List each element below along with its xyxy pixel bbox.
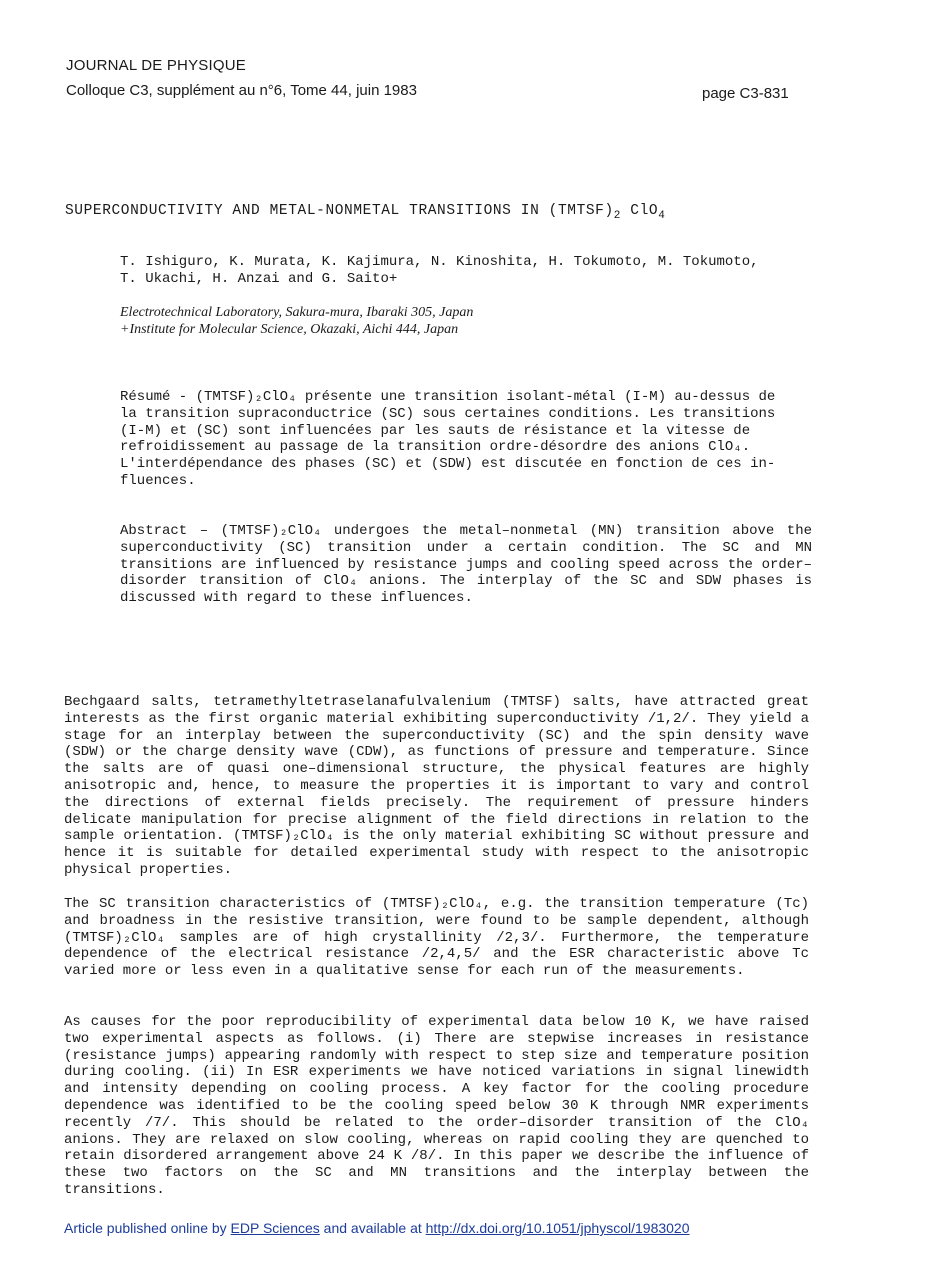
author-line: T. Ukachi, H. Anzai and G. Saito+ (120, 271, 398, 287)
colloque-info: Colloque C3, supplément au n°6, Tome 44, juin 1983 (66, 82, 417, 99)
resume-french (120, 389, 814, 490)
resume-line: fluences. (120, 472, 196, 489)
affiliation-line: +Institute for Molecular Science, Okazaki, Aichi 444, Japan (120, 322, 459, 337)
resume-line: la transition supraconductrice (SC) sous certaines conditions. Les transitions (120, 405, 776, 422)
edp-sciences-link[interactable]: EDP Sciences (230, 1220, 320, 1236)
resume-line: L'interdépendance des phases (SC) et (SDW) est discutée en fonction de ces in- (120, 456, 776, 473)
publisher-footer: Article published online by EDP Sciences and available at http://dx.doi.org/10.1051/jphyscol/1983020 (64, 1220, 690, 1236)
paper-title: SUPERCONDUCTIVITY AND METAL-NONMETAL TRANSITIONS IN $(TMTSF)_2$ ClO$_4$ (65, 203, 666, 222)
resume-line: refroidissement au passage de la transition ordre-désordre des anions ClO₄. (120, 439, 751, 456)
body-paragraph-3: As causes for the poor reproducibility of experimental data below 10 K, we have raised two experimental aspects as follows. (i) There are stepwise increases in resistance (resistance jumps) appearing randomly with respect to step size and temperature position during cooling. (ii) In ESR experiments we have noticed variations in signal linewidth and intensity depending on cooling process. A key factor for the cooling procedure dependence was identified to be the cooling speed below 30 K through NMR experiments recently /7/. This should be related to the order–disorder transition of the ClO₄ anions. They are relaxed on slow cooling, whereas on rapid cooling they are quenched to retain disordered arrangement above 24 K /8/. In this paper we describe the influence of these two factors on the SC and MN transitions and the interplay between the transitions. (64, 1014, 809, 1198)
body-paragraph-2: The SC transition characteristics of (TMTSF)₂ClO₄, e.g. the transition temperature (Tc) and broadness in the resistive transition, were found to be sample dependent, although (TMTSF)₂ClO₄ samples are of high crystallinity /2,3/. Furthermore, the temperature dependence of the electrical resistance /2,4,5/ and the ESR characteristic above Tc varied more or less even in a qualitative sense for each run of the measurements. (64, 896, 809, 980)
journal-name: JOURNAL DE PHYSIQUE (66, 57, 246, 74)
resume-line: (I-M) et (SC) sont influencées par les sauts de résistance et la vitesse de (120, 422, 751, 439)
author-list (120, 254, 840, 288)
resume-line: Résumé - (TMTSF)₂ClO₄ présente une transition isolant-métal (I-M) au-dessus de (120, 389, 776, 405)
abstract-english: Abstract – (TMTSF)₂ClO₄ undergoes the metal–nonmetal (MN) transition above the superconductivity (SC) transition under a certain condition. The SC and MN transitions are influenced by resistance jumps and cooling speed across the order–disorder transition of ClO₄ anions. The interplay of the SC and SDW phases is discussed with regard to these influences. (120, 523, 812, 607)
body-paragraph-1: Bechgaard salts, tetramethyltetraselanafulvalenium (TMTSF) salts, have attracted great interests as the first organic material exhibiting superconductivity /1,2/. They yield a stage for an interplay between the superconductivity (SC) and the spin density wave (SDW) or the charge density wave (CDW), as functions of pressure and temperature. Since the salts are of quasi one–dimensional structure, the physical features are highly anisotropic and, hence, to measure the properties it is important to vary and control the directions of external fields precisely. The requirement of pressure hinders delicate manipulation for precise alignment of the field directions in relation to the sample orientation. (TMTSF)₂ClO₄ is the only material exhibiting SC without pressure and hence it is suitable for detailed experimental study with respect to the anisotropic physical properties. (64, 694, 809, 878)
doi-link[interactable]: http://dx.doi.org/10.1051/jphyscol/1983020 (425, 1220, 690, 1236)
affiliation-line: Electrotechnical Laboratory, Sakura-mura, Ibaraki 305, Japan (120, 305, 474, 320)
page-number: page C3-831 (702, 85, 789, 102)
affiliations (120, 304, 840, 338)
author-line: T. Ishiguro, K. Murata, K. Kajimura, N. Kinoshita, H. Tokumoto, M. Tokumoto, (120, 254, 759, 270)
